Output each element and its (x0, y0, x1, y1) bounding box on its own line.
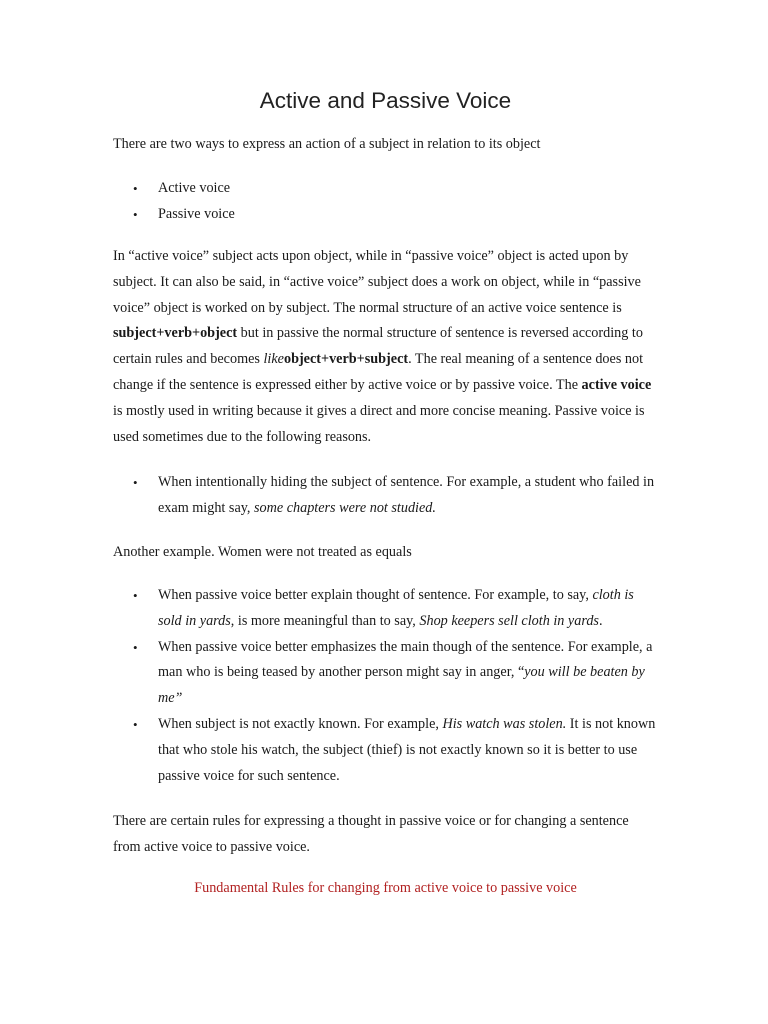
bullet-icon: • (133, 475, 138, 490)
bullet-icon: • (133, 206, 138, 222)
reason-list-1 (113, 470, 658, 522)
bullet-icon: • (133, 716, 138, 732)
document-title: Active and Passive Voice (259, 88, 512, 113)
list-item: • When passive voice better emphasizes the main though of the sentence. For example, a man who is being teased by another person might say in anger, “you will be beaten by me” (113, 635, 658, 712)
body-paragraph: In “active voice” subject acts upon object, while in “passive voice” object is acted upon by subject. It can also be said, in “active voice” subject does a work on object, while in “passive voice” object is worked on by subject. The normal structure of an active voice sentence is subject+verb+object but in passive the normal structure of sentence is reversed according to certain rules and becomes likeobject+verb+subject. The real meaning of a sentence does not change if the sentence is expressed either by active voice or by passive voice. The active voice is mostly used in writing because it gives a direct and more concise meaning. Passive voice is used sometimes due to the following reasons. (113, 248, 652, 445)
list-item: • When subject is not exactly known. For example, His watch was stolen. It is not known that who stole his watch, the subject (thief) is not exactly known so it is better to use passive voice for such sentence. (113, 712, 658, 789)
closing-paragraph: There are certain rules for expressing a thought in passive voice or for changing a sentence from active voice to passive voice. (113, 813, 629, 855)
bullet-icon: • (133, 639, 138, 655)
bullet-icon: • (133, 181, 138, 196)
section-heading: Fundamental Rules for changing from active voice to passive voice (194, 880, 577, 896)
list-item: • Passive voice (113, 202, 658, 228)
bullet-icon: • (133, 588, 138, 603)
another-example: Another example. Women were not treated as equals (113, 544, 412, 560)
list-item: • When intentionally hiding the subject of sentence. For example, a student who failed in exam might say, some chapters were not studied. (113, 470, 658, 522)
voice-list (113, 176, 658, 228)
reason-list-2 (113, 583, 658, 789)
intro-paragraph: There are two ways to express an action of a subject in relation to its object (113, 136, 541, 152)
list-item: • When passive voice better explain thought of sentence. For example, to say, cloth is sold in yards, is more meaningful than to say, Shop keepers sell cloth in yards. (113, 583, 658, 635)
list-item: • Active voice (113, 176, 658, 202)
